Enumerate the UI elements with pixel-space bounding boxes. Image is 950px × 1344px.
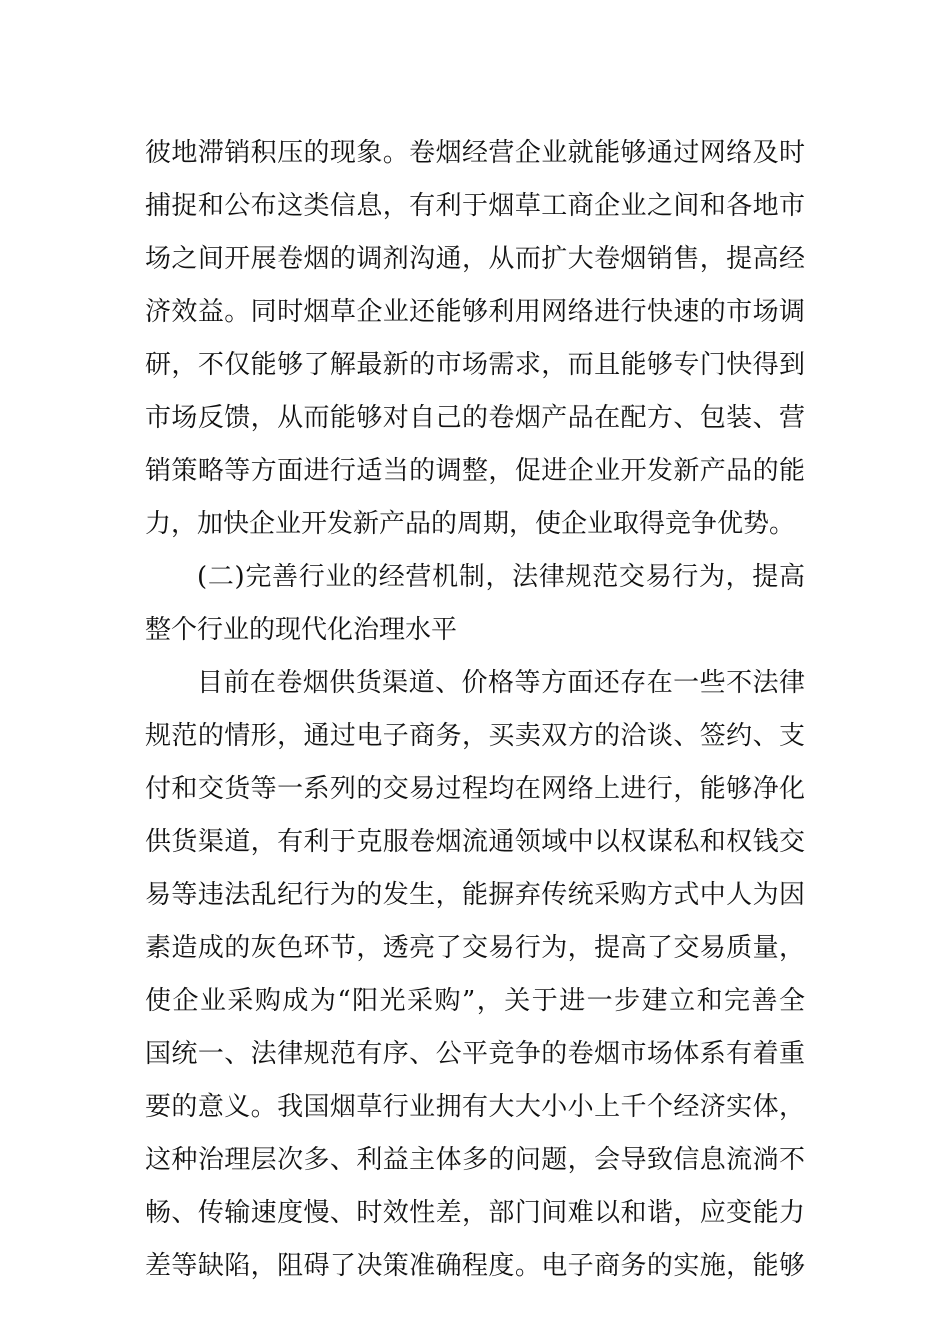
body-text-line: 付和交货等一系列的交易过程均在网络上进行，能够净化 — [145, 774, 805, 804]
body-text-line: 易等违法乱纪行为的发生，能摒弃传统采购方式中人为因 — [145, 880, 805, 910]
body-text-line: 使企业采购成为“阳光采购”，关于进一步建立和完善全 — [145, 986, 805, 1016]
body-text-line: 市场反馈，从而能够对自己的卷烟产品在配方、包装、营 — [145, 403, 805, 433]
body-text-line: 研，不仅能够了解最新的市场需求，而且能够专门快得到 — [145, 350, 805, 380]
section-heading-line: 整个行业的现代化治理水平 — [145, 615, 458, 645]
body-text-line: 规范的情形，通过电子商务，买卖双方的洽谈、签约、支 — [145, 721, 805, 751]
body-text-line: 国统一、法律规范有序、公平竞争的卷烟市场体系有着重 — [145, 1039, 805, 1069]
body-text-line: 捕捉和公布这类信息，有利于烟草工商企业之间和各地市 — [145, 191, 805, 221]
body-text-line: 彼地滞销积压的现象。卷烟经营企业就能够通过网络及时 — [145, 138, 805, 168]
body-text-line: 要的意义。我国烟草行业拥有大大小小上千个经济实体， — [145, 1092, 805, 1122]
section-heading-line: (二)完善行业的经营机制，法律规范交易行为，提高 — [197, 562, 805, 592]
body-text-line: 畅、传输速度慢、时效性差，部门间难以和谐，应变能力 — [145, 1198, 805, 1228]
body-text-line: 力，加快企业开发新产品的周期，使企业取得竞争优势。 — [145, 509, 796, 539]
body-text-line: 场之间开展卷烟的调剂沟通，从而扩大卷烟销售，提高经 — [145, 244, 805, 274]
body-text-line: 差等缺陷，阻碍了决策准确程度。电子商务的实施，能够 — [145, 1251, 805, 1281]
body-text-line: 这种治理层次多、利益主体多的问题，会导致信息流淌不 — [145, 1145, 805, 1175]
document-body — [145, 127, 805, 1293]
body-text-line: 素造成的灰色环节，透亮了交易行为，提高了交易质量， — [145, 933, 805, 963]
body-text-line: 济效益。同时烟草企业还能够利用网络进行快速的市场调 — [145, 297, 805, 327]
body-text-line: 目前在卷烟供货渠道、价格等方面还存在一些不法律 — [197, 668, 805, 698]
body-text-line: 销策略等方面进行适当的调整，促进企业开发新产品的能 — [145, 456, 805, 486]
body-text-line: 供货渠道，有利于克服卷烟流通领域中以权谋私和权钱交 — [145, 827, 805, 857]
